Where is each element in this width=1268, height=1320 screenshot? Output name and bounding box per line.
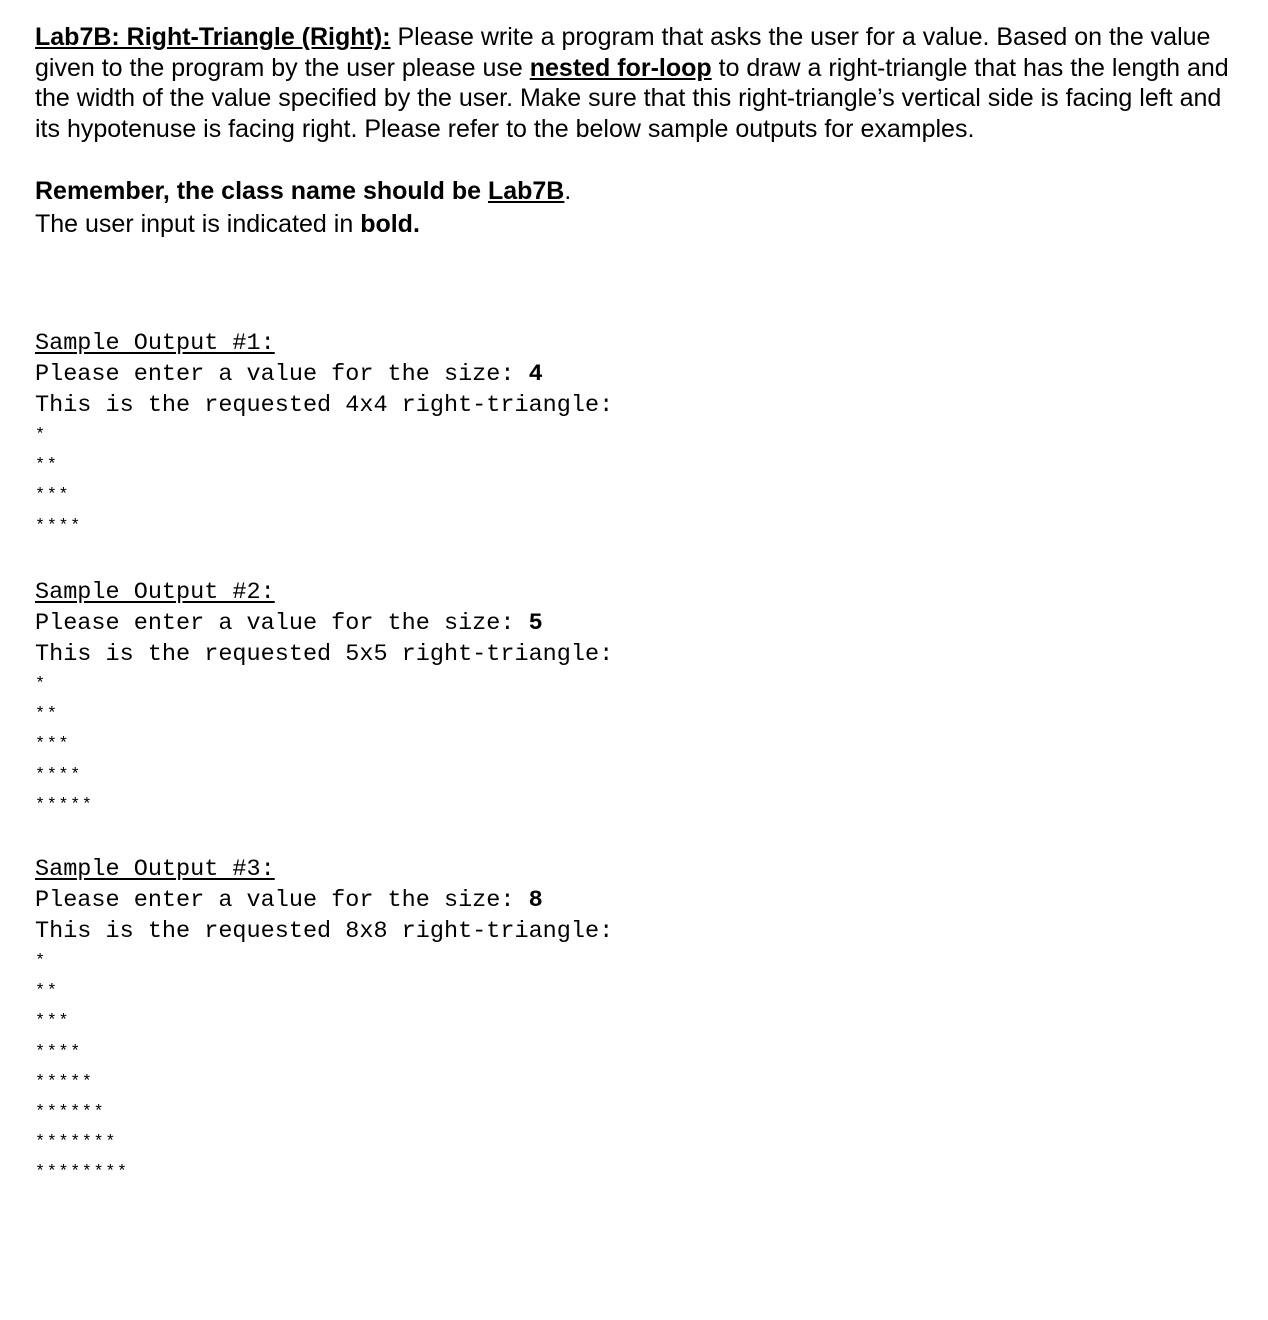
reminder-section [35, 176, 1235, 239]
triangle-row: ***** [35, 1072, 94, 1092]
size-prompt: Please enter a value for the size: [35, 610, 529, 637]
triangle-row: **** [35, 516, 82, 536]
triangle-row: * [35, 952, 47, 971]
sample-output-1 [35, 328, 613, 542]
size-prompt-line [35, 608, 613, 639]
assignment-title: Lab7B: Right-Triangle (Right): [35, 23, 391, 51]
user-input-note-bold: bold. [360, 209, 420, 238]
result-message: This is the requested 8x8 right-triangle: [35, 918, 614, 945]
triangle-row: ******* [35, 1133, 117, 1153]
size-prompt-line [35, 359, 613, 390]
class-name: Lab7B [487, 177, 565, 205]
user-input-value: 8 [528, 887, 543, 914]
sample-heading [35, 854, 613, 885]
user-input-note [35, 209, 1235, 240]
result-message: This is the requested 5x5 right-triangle: [35, 641, 614, 668]
sample-output-2 [35, 577, 613, 821]
user-input-value: 5 [528, 610, 543, 637]
triangle-row: *** [35, 486, 71, 506]
sample-output-3 [35, 854, 613, 1189]
triangle-row: ** [35, 982, 59, 1002]
triangle-row: * [35, 426, 47, 445]
class-name-reminder [35, 176, 1235, 207]
size-prompt: Please enter a value for the size: [35, 887, 529, 914]
sample-heading-text: Sample Output #3: [35, 856, 275, 883]
description-text-end: to draw a right-triangle that has the length and the width of the value specified by the user. Make sure that this right-triangle’s vertical side is facing left and its hypotenuse is facing right. Please refer to the below sample outputs for examples. [35, 53, 1229, 143]
triangle-row: *** [35, 735, 71, 755]
triangle-row: **** [35, 1042, 82, 1062]
triangle-row: * [35, 675, 47, 694]
triangle-row: **** [35, 765, 82, 785]
class-name-period: . [564, 177, 572, 205]
triangle-row: ******** [35, 1163, 129, 1183]
description-text-start: Please write a program that asks the user for a value. Based on the value given to the program by the user please use [35, 23, 1211, 82]
user-input-note-text: The user input is indicated in [35, 209, 361, 238]
result-message: This is the requested 4x4 right-triangle: [35, 392, 614, 419]
triangle-row: ** [35, 456, 59, 476]
sample-heading-text: Sample Output #1: [35, 330, 275, 357]
nested-for-loop-emphasis: nested for-loop [529, 53, 712, 82]
triangle-row: *** [35, 1012, 71, 1032]
sample-heading-text: Sample Output #2: [35, 579, 275, 606]
triangle-row: ***** [35, 795, 94, 815]
assignment-description [35, 22, 1235, 144]
sample-heading [35, 577, 613, 608]
size-prompt-line [35, 885, 613, 916]
class-name-reminder-text: Remember, the class name should be [35, 177, 488, 205]
size-prompt: Please enter a value for the size: [35, 361, 529, 388]
triangle-row: ****** [35, 1102, 106, 1122]
sample-heading [35, 328, 613, 359]
user-input-value: 4 [528, 361, 543, 388]
document-page [35, 22, 1235, 239]
triangle-row: ** [35, 705, 59, 725]
